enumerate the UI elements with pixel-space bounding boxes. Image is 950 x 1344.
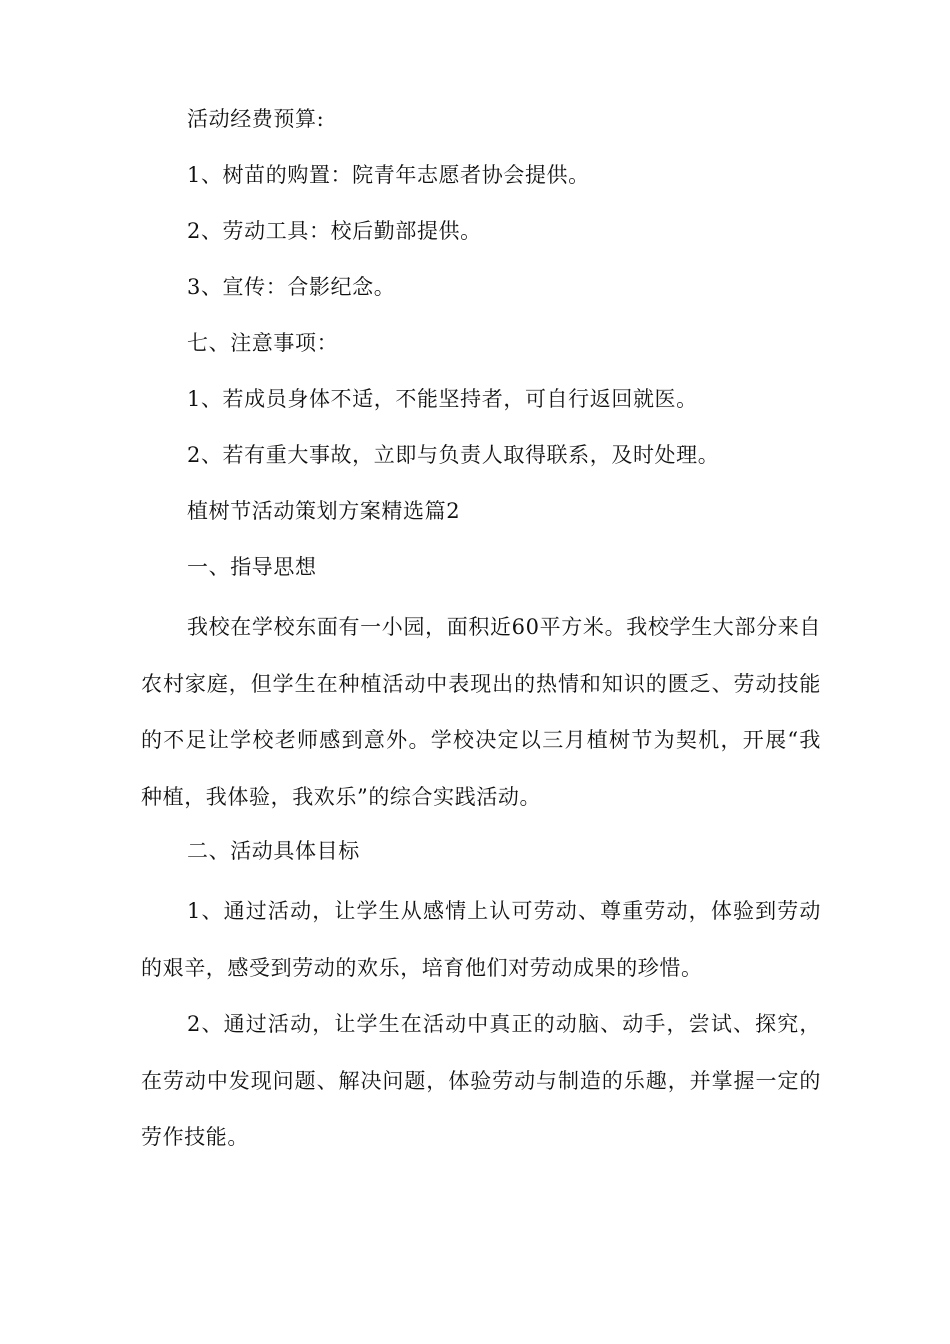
notes-item-1: 1、若成员身体不适，不能坚持者，可自行返回就医。 <box>187 387 698 411</box>
notes-item-2: 2、若有重大事故，立即与负责人取得联系，及时处理。 <box>187 443 720 467</box>
goals-heading: 二、活动具体目标 <box>187 839 360 863</box>
budget-item-1: 1、树苗的购置：院青年志愿者协会提供。 <box>187 163 590 187</box>
section-title: 植树节活动策划方案精选篇2 <box>187 499 461 523</box>
goal-paragraph-1: 1、通过活动，让学生从感情上认可劳动、尊重劳动，体验到劳动的艰辛，感受到劳动的欢乐，培育他们对劳动成果的珍惜。 <box>141 899 821 980</box>
goal-paragraph-2: 2、通过活动，让学生在活动中真正的动脑、动手，尝试、探究，在劳动中发现问题、解决问题，体验劳动与制造的乐趣，并掌握一定的劳作技能。 <box>141 1012 821 1149</box>
guiding-thought-heading: 一、指导思想 <box>187 555 317 579</box>
notes-heading: 七、注意事项： <box>187 331 339 355</box>
budget-heading: 活动经费预算: <box>187 107 325 131</box>
budget-item-2: 2、劳动工具：校后勤部提供。 <box>187 219 482 243</box>
guiding-thought-paragraph: 我校在学校东面有一小园，面积近60平方米。我校学生大部分来自农村家庭，但学生在种植活动中表现出的热情和知识的匮乏、劳动技能的不足让学校老师感到意外。学校决定以三月植树节为契机，开展“我种植，我体验，我欢乐”的综合实践活动。 <box>141 615 821 809</box>
document-body <box>141 95 821 1166</box>
budget-item-3: 3、宣传：合影纪念。 <box>187 275 396 299</box>
